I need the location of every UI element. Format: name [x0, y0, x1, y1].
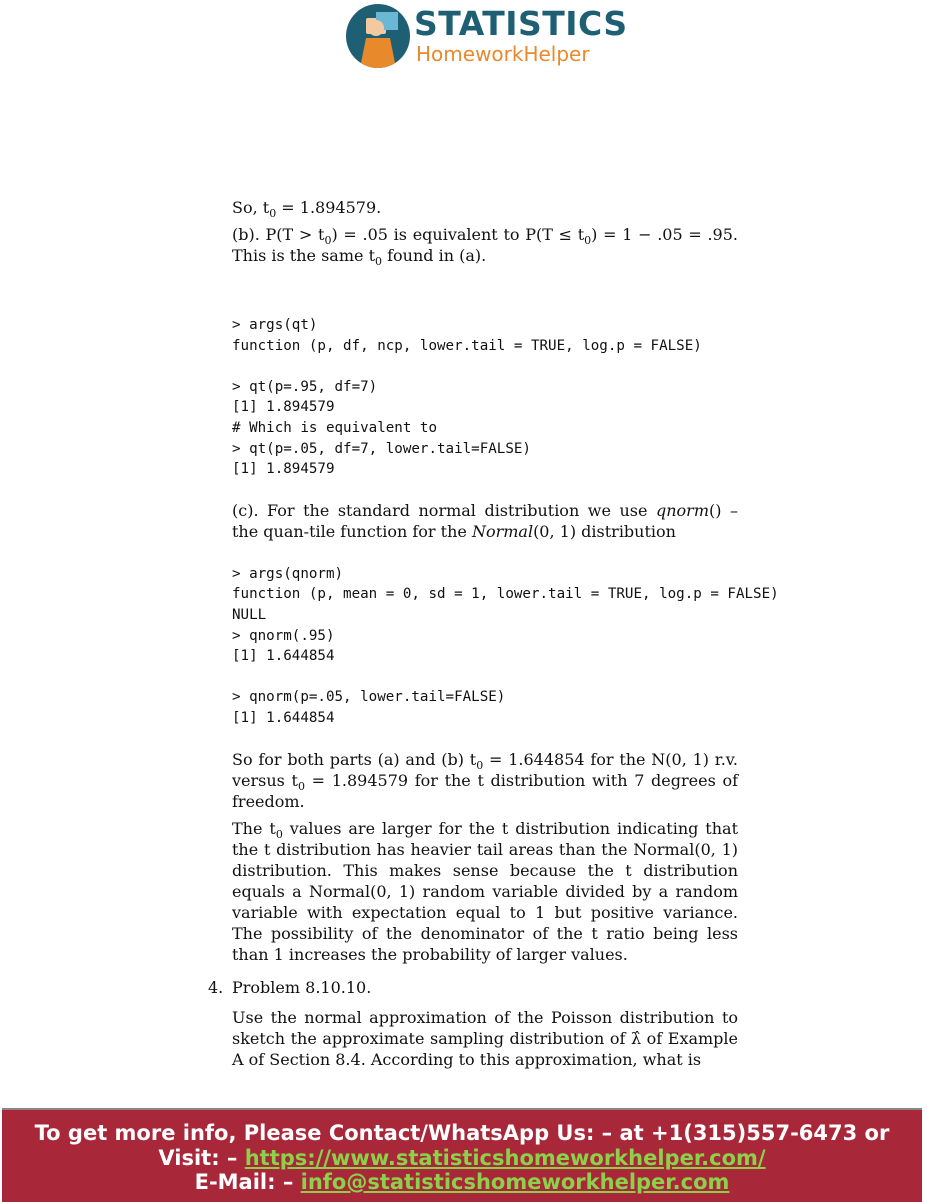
code-block-qt: > args(qt) function (p, df, ncp, lower.tail = TRUE, log.p = FALSE) > qt(p=.95, df=7) [1] 1.894579 # Which is equivalent to > qt(p=.05, df=7, lower.tail=FALSE) [1] 1.894579: [232, 317, 702, 478]
contact-banner: [2, 1108, 922, 1202]
email-link[interactable]: info@statisticshomeworkhelper.com: [300, 1170, 730, 1194]
contact-line: To get more info, Please Contact/WhatsApp Us: – at +1(315)557-6473 or: [34, 1121, 890, 1145]
list-item-problem-4: [208, 977, 738, 998]
logo-subtitle: HomeworkHelper: [416, 42, 590, 66]
email-label: E-Mail: –: [194, 1170, 301, 1194]
paragraph-comparison: So for both parts (a) and (b) $t_0 = 1.644854$ for the N(0, 1) r.v. versus $t_0 = 1.894579$ for the t distribution with 7 degrees of freedom.: [232, 749, 739, 811]
code-block-qnorm: > args(qnorm) function (p, mean = 0, sd = 1, lower.tail = TRUE, log.p = FALSE) NULL > qnorm(.95) [1] 1.644854 > qnorm(p=.05, lower.tail=FALSE) [1] 1.644854: [232, 565, 779, 726]
visit-line: [2, 1146, 922, 1170]
paragraph-part-c: (c). For the standard normal distribution we use qnorm() – the quan-tile function for the Normal(0, 1) distribution: [232, 500, 738, 541]
visit-label: Visit: –: [158, 1146, 245, 1170]
logo-emblem-icon: [346, 4, 410, 68]
website-link[interactable]: https://www.statisticshomeworkhelper.com/: [244, 1146, 766, 1170]
paragraph-problem-text: Use the normal approximation of the Poisson distribution to sketch the approximate sampling distribution of λ̂ of Example A of Section 8.4. According to this approximation, what is: [232, 1007, 738, 1069]
paragraph-t0-result: So, $t_0 = 1.894579$.: [232, 198, 382, 221]
list-item-number: 4.: [208, 977, 224, 997]
problem-title: Problem 8.10.10.: [232, 977, 372, 997]
email-line: [2, 1170, 922, 1194]
paragraph-explanation: The $t_0$ values are larger for the t distribution indicating that the t distribution has heavier tail areas than the Normal(0, 1) distribution. This makes sense because the t distribution equals a Normal(0, 1) random variable divided by a random variable with expectation equal to 1 but positive variance. The possibility of the denominator of the t ratio being less than 1 increases the probability of larger values.: [232, 818, 739, 964]
site-logo: [346, 2, 628, 70]
paragraph-part-b: (b). $P(T > t_0) = .05$ is equivalent to $P(T \le t_0) = 1 - .05 = .95$. This is the same $t_0$ found in (a).: [232, 225, 738, 269]
logo-title: STATISTICS: [414, 4, 628, 43]
document-body: [208, 197, 779, 1070]
